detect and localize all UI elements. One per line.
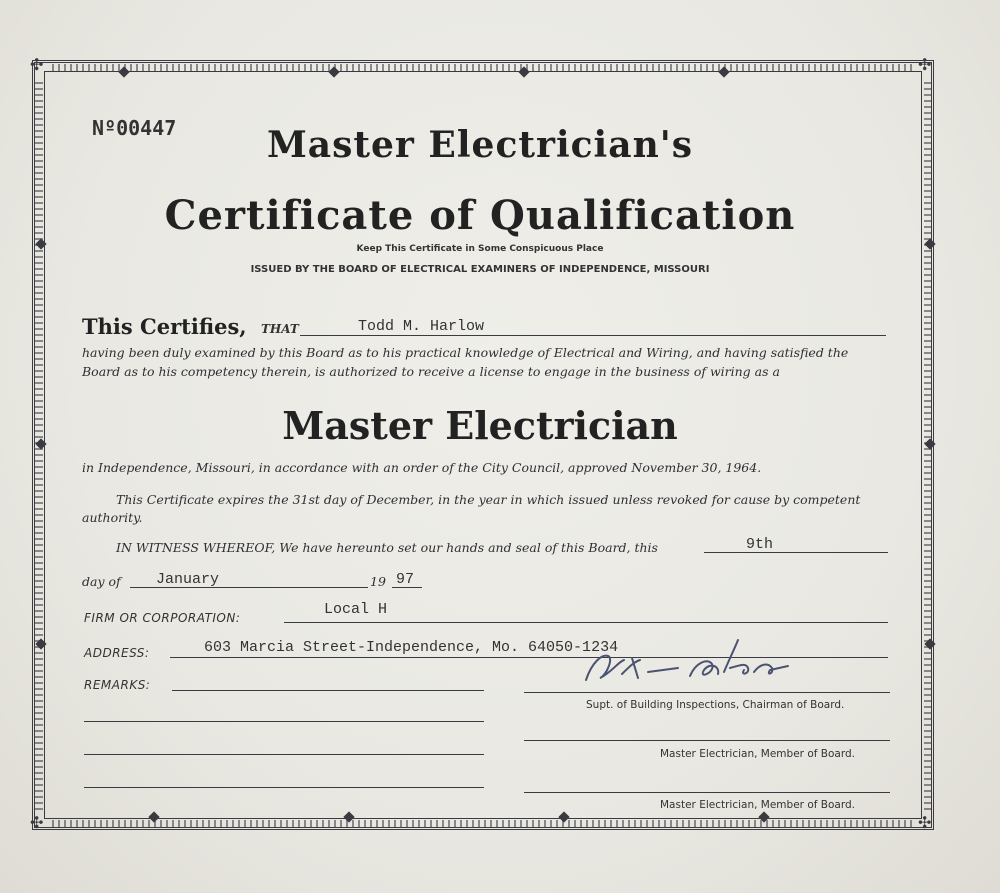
that-label: THAT: [261, 322, 299, 336]
address-label: ADDRESS:: [84, 646, 150, 660]
certificate-subtitle: Certificate of Qualification: [164, 192, 796, 239]
holder-name: Todd M. Harlow: [358, 318, 485, 335]
firm-label: FIRM OR CORPORATION:: [84, 611, 241, 625]
member1-caption: Master Electrician, Member of Board.: [660, 748, 855, 760]
top-ornament: [52, 64, 916, 72]
corner-ornament-icon: ✣: [918, 55, 932, 74]
license-type: Master Electrician: [282, 403, 678, 448]
signature-line-member2: [524, 792, 890, 793]
witness-text: IN WITNESS WHEREOF, We have hereunto set our hands and seal of this Board, this: [116, 540, 658, 555]
signature-line-chairman: [524, 692, 890, 693]
year-value: 97: [396, 571, 415, 588]
chairman-signature: [578, 632, 798, 692]
month-value: January: [156, 571, 220, 588]
address-value: 603 Marcia Street-Independence, Mo. 64050-1234: [204, 639, 619, 656]
bottom-ornament: [52, 820, 916, 828]
issued-by: ISSUED BY THE BOARD OF ELECTRICAL EXAMINERS OF INDEPENDENCE, MISSOURI: [250, 264, 710, 275]
corner-ornament-icon: ✣: [918, 813, 932, 832]
council-text: in Independence, Missouri, in accordance with an order of the City Council, approved November 30, 1964.: [82, 460, 762, 475]
witness-day: 9th: [746, 536, 774, 553]
remarks-line: [172, 690, 484, 691]
corner-ornament-icon: ✣: [30, 55, 44, 74]
expiry-text-line2: authority.: [82, 510, 143, 525]
remarks-line: [84, 787, 484, 788]
witness-day-line: [704, 552, 888, 553]
holder-name-line: [300, 335, 886, 336]
corner-ornament-icon: ✣: [30, 813, 44, 832]
expiry-text-line1: This Certificate expires the 31st day of December, in the year in which issued unless revoked for cause by competent: [116, 492, 861, 507]
firm-line: [284, 622, 888, 623]
remarks-label: REMARKS:: [84, 678, 151, 692]
chairman-caption: Supt. of Building Inspections, Chairman of Board.: [586, 699, 845, 711]
day-of-label: day of: [82, 574, 121, 589]
year-line: [392, 587, 422, 588]
signature-line-member1: [524, 740, 890, 741]
remarks-line: [84, 721, 484, 722]
member2-caption: Master Electrician, Member of Board.: [660, 799, 855, 811]
body-text-line1: having been duly examined by this Board as to his practical knowledge of Electrical and Wiring, and having satisfied the: [82, 345, 849, 360]
firm-value: Local H: [324, 601, 388, 618]
remarks-line: [84, 754, 484, 755]
certificate-title: Master Electrician's: [266, 124, 694, 166]
keep-notice: Keep This Certificate in Some Conspicuous Place: [356, 244, 604, 254]
certificate-number: Nº00447: [92, 116, 177, 140]
certifies-label: This Certifies,: [82, 314, 247, 339]
year-prefix: 19: [370, 574, 386, 589]
body-text-line2: Board as to his competency therein, is authorized to receive a license to engage in the business of wiring as a: [82, 364, 780, 379]
